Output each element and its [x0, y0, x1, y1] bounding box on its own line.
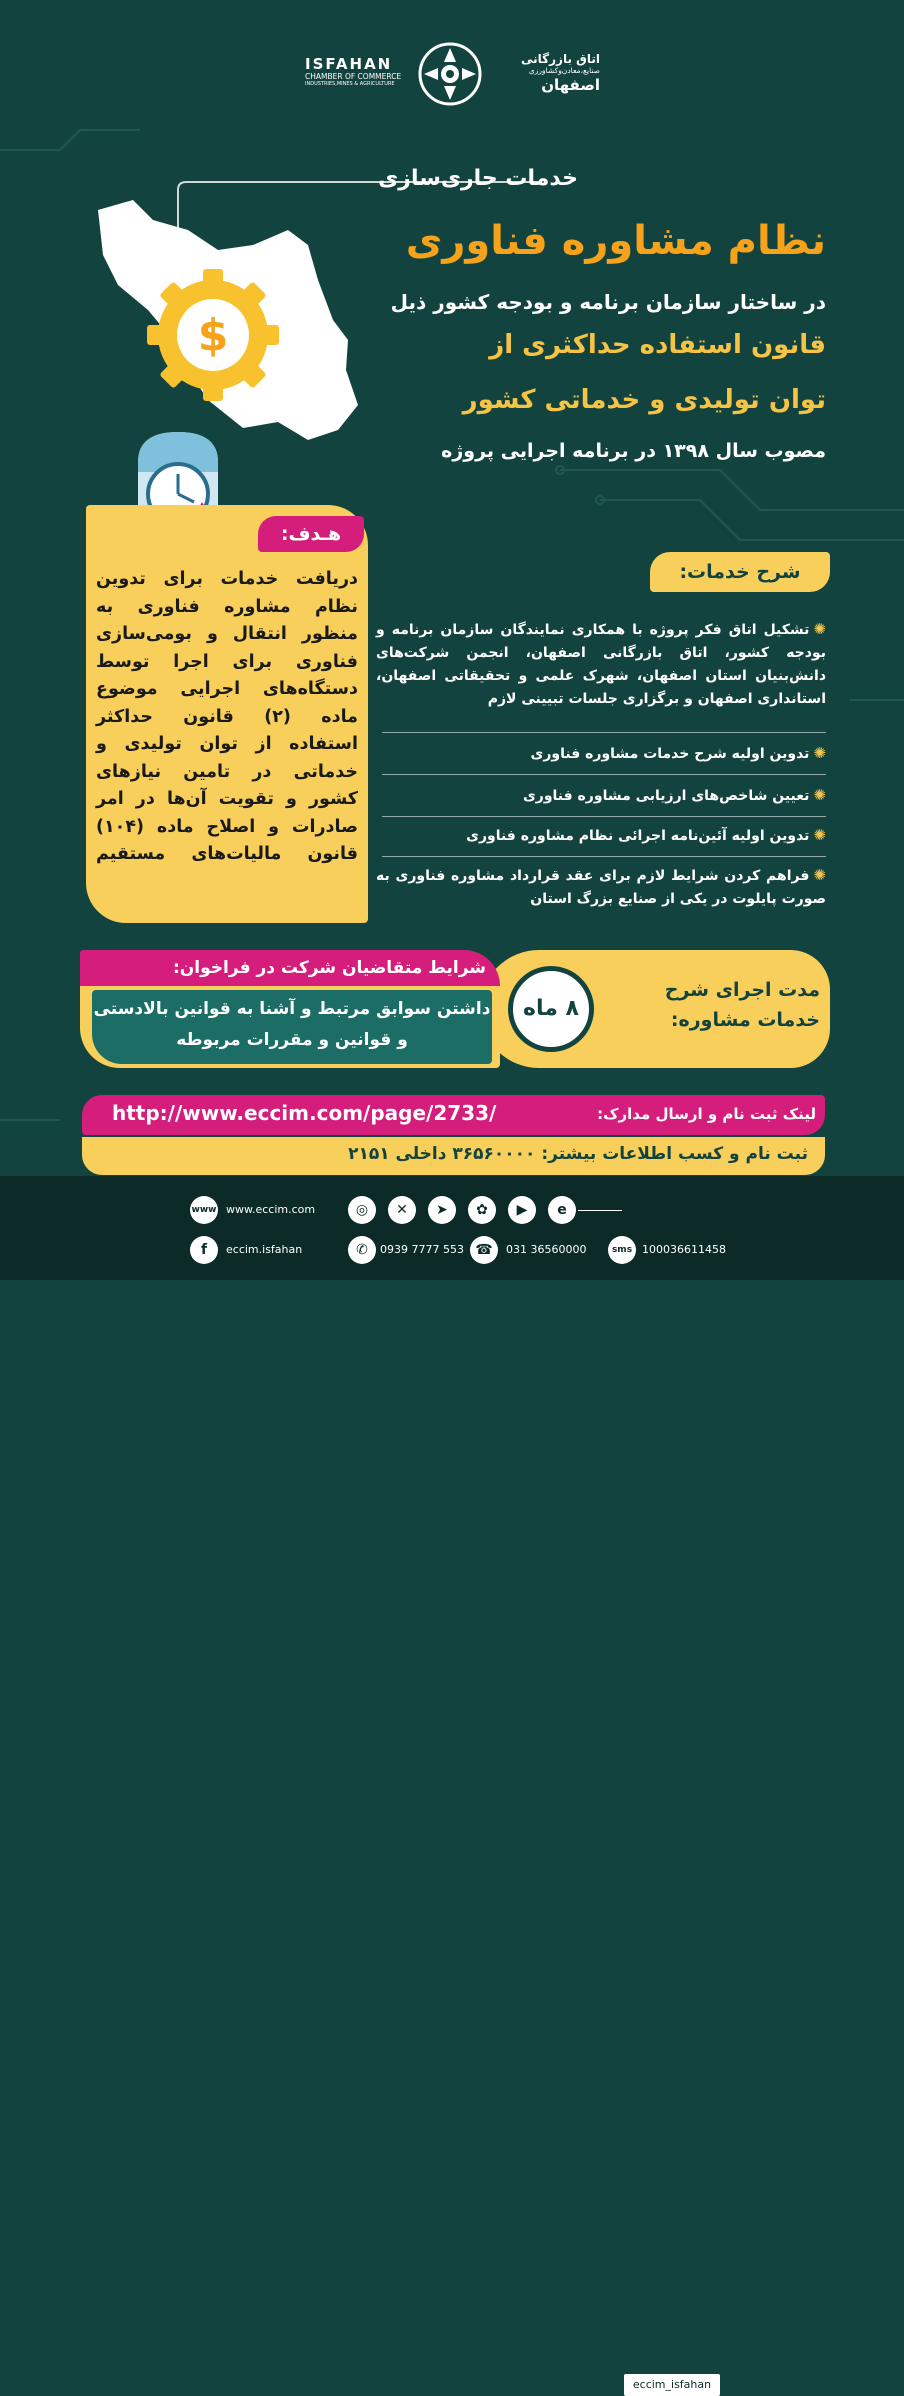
- duration-label-line1: مدت اجرای شرح: [664, 979, 820, 1001]
- conditions-label-text: شرایط متقاضیان شرکت در فراخوان:: [173, 958, 486, 978]
- service-item-4: [376, 824, 826, 848]
- phone-info-text: ثبت نام و کسب اطلاعات بیشتر: ۳۶۵۶۰۰۰۰ داخلی ۲۱۵۱: [348, 1144, 808, 1164]
- footer-social-handle[interactable]: eccim_isfahan: [624, 2374, 720, 2396]
- whatsapp-icon: ✆: [348, 1236, 376, 1264]
- telegram-icon[interactable]: ➤: [428, 1196, 456, 1224]
- sun-bullet-icon: ✺: [813, 786, 826, 804]
- service-item-text: تشکیل اتاق فکر پروژه با همکاری نمایندگان سازمان برنامه و بودجه کشور، اتاق بازرگانی اصفهان، انجمن شرکت‌های دانش‌بنیان استان اصفهان، شهرک علمی و تحقیقاتی اصفهان، استانداری اصفهان و برگزاری جلسات تبیینی لازم: [376, 622, 826, 707]
- duration-value: ۸ ماه: [508, 966, 594, 1052]
- divider: [382, 732, 826, 733]
- description-line-1: در ساختار سازمان برنامه و بودجه کشور ذیل: [390, 290, 826, 314]
- logo-en-small: INDUSTRIES,MINES & AGRICULTURE: [305, 81, 395, 87]
- main-title: نظام مشاوره فناوری: [405, 218, 826, 264]
- logo-fa-line2: صنایع،معادن‌وکشاورزی: [528, 66, 600, 75]
- sun-bullet-icon: ✺: [813, 620, 826, 638]
- logo-en-title: ISFAHAN: [305, 55, 393, 73]
- subtitle: خدمات جاری‌سازی: [378, 166, 578, 191]
- logo-en-subtitle: CHAMBER OF COMMERCE: [305, 72, 402, 81]
- dollar-sign-icon: $: [197, 310, 229, 361]
- globe-icon: www: [190, 1196, 218, 1224]
- registration-link[interactable]: http://www.eccim.com/page/2733/: [112, 1101, 497, 1125]
- divider: [578, 1210, 622, 1211]
- divider: [382, 774, 826, 775]
- eitaa-icon[interactable]: e: [548, 1196, 576, 1224]
- description-line-2: قانون استفاده حداکثری از: [489, 330, 826, 360]
- conditions-text: داشتن سوابق مرتبط و آشنا به قوانین بالادستی و قوانین و مقررات مربوطه: [92, 990, 492, 1064]
- service-item-5: [376, 864, 826, 911]
- service-item-text: تدوین اولیه آئین‌نامه اجرائی نظام مشاوره فناوری: [466, 828, 810, 844]
- footer-phone[interactable]: 031 36560000: [506, 1243, 587, 1256]
- sun-bullet-icon: ✺: [813, 826, 826, 844]
- divider: [382, 816, 826, 817]
- description-line-3: توان تولیدی و خدماتی کشور: [462, 385, 826, 415]
- instagram-icon[interactable]: ◎: [348, 1196, 376, 1224]
- facebook-icon[interactable]: f: [190, 1236, 218, 1264]
- logo-fa-line1: اتاق بازرگانی: [521, 52, 600, 66]
- sms-icon: sms: [608, 1236, 636, 1264]
- logo-english: [305, 56, 415, 88]
- description-line-4: مصوب سال ۱۳۹۸ در برنامه اجرایی پروژه: [441, 440, 826, 462]
- service-item-text: فراهم کردن شرایط لازم برای عقد قرارداد مشاوره فناوری به صورت پایلوت در یکی از صنایع بزرگ استان: [376, 868, 826, 907]
- x-twitter-icon[interactable]: ✕: [388, 1196, 416, 1224]
- registration-link-label: لینک ثبت نام و ارسال مدارک:: [597, 1105, 816, 1123]
- service-item-text: تعیین شاخص‌های ارزیابی مشاوره فناوری: [522, 788, 810, 804]
- footer-sms[interactable]: 100036611458: [642, 1243, 726, 1256]
- logo-fa-line3: اصفهان: [541, 76, 600, 94]
- service-item-text: تدوین اولیه شرح خدمات مشاوره فناوری: [530, 746, 810, 762]
- divider: [382, 856, 826, 857]
- footer-facebook[interactable]: eccim.isfahan: [226, 1243, 303, 1256]
- service-item-1: [376, 618, 826, 711]
- aparat-icon[interactable]: ✿: [468, 1196, 496, 1224]
- footer-website[interactable]: www.eccim.com: [226, 1203, 316, 1216]
- sun-bullet-icon: ✺: [813, 744, 826, 762]
- logo-persian: [485, 52, 600, 94]
- services-label: شرح خدمات:: [650, 552, 830, 592]
- conditions-label: [80, 950, 500, 986]
- footer-whatsapp[interactable]: 0939 7777 553: [380, 1243, 464, 1256]
- duration-label-line2: خدمات مشاوره:: [670, 1009, 820, 1031]
- chamber-logo-icon: [418, 42, 482, 106]
- phone-icon: ☎: [470, 1236, 498, 1264]
- sun-bullet-icon: ✺: [813, 866, 826, 884]
- duration-label: [610, 975, 820, 1035]
- youtube-icon[interactable]: ▶: [508, 1196, 536, 1224]
- footer: [0, 1176, 904, 2391]
- iran-map-illustration: [78, 190, 368, 470]
- service-item-2: [376, 742, 826, 766]
- service-item-3: [376, 784, 826, 808]
- goal-label: هـدف:: [258, 516, 364, 552]
- goal-text: دریافت خدمات برای تدوین نظام مشاوره فناوری به منظور انتقال و بومی‌سازی فناوری برای اجرا توسط دستگاه‌های اجرایی موضوع ماده (۲) قانون حداکثر استفاده از توان تولیدی و خدماتی در تامین نیازهای کشور و تقویت آن‌ها در امر صادرات و اصلاح ماده (۱۰۴) قانون مالیات‌های مستقیم: [96, 569, 358, 864]
